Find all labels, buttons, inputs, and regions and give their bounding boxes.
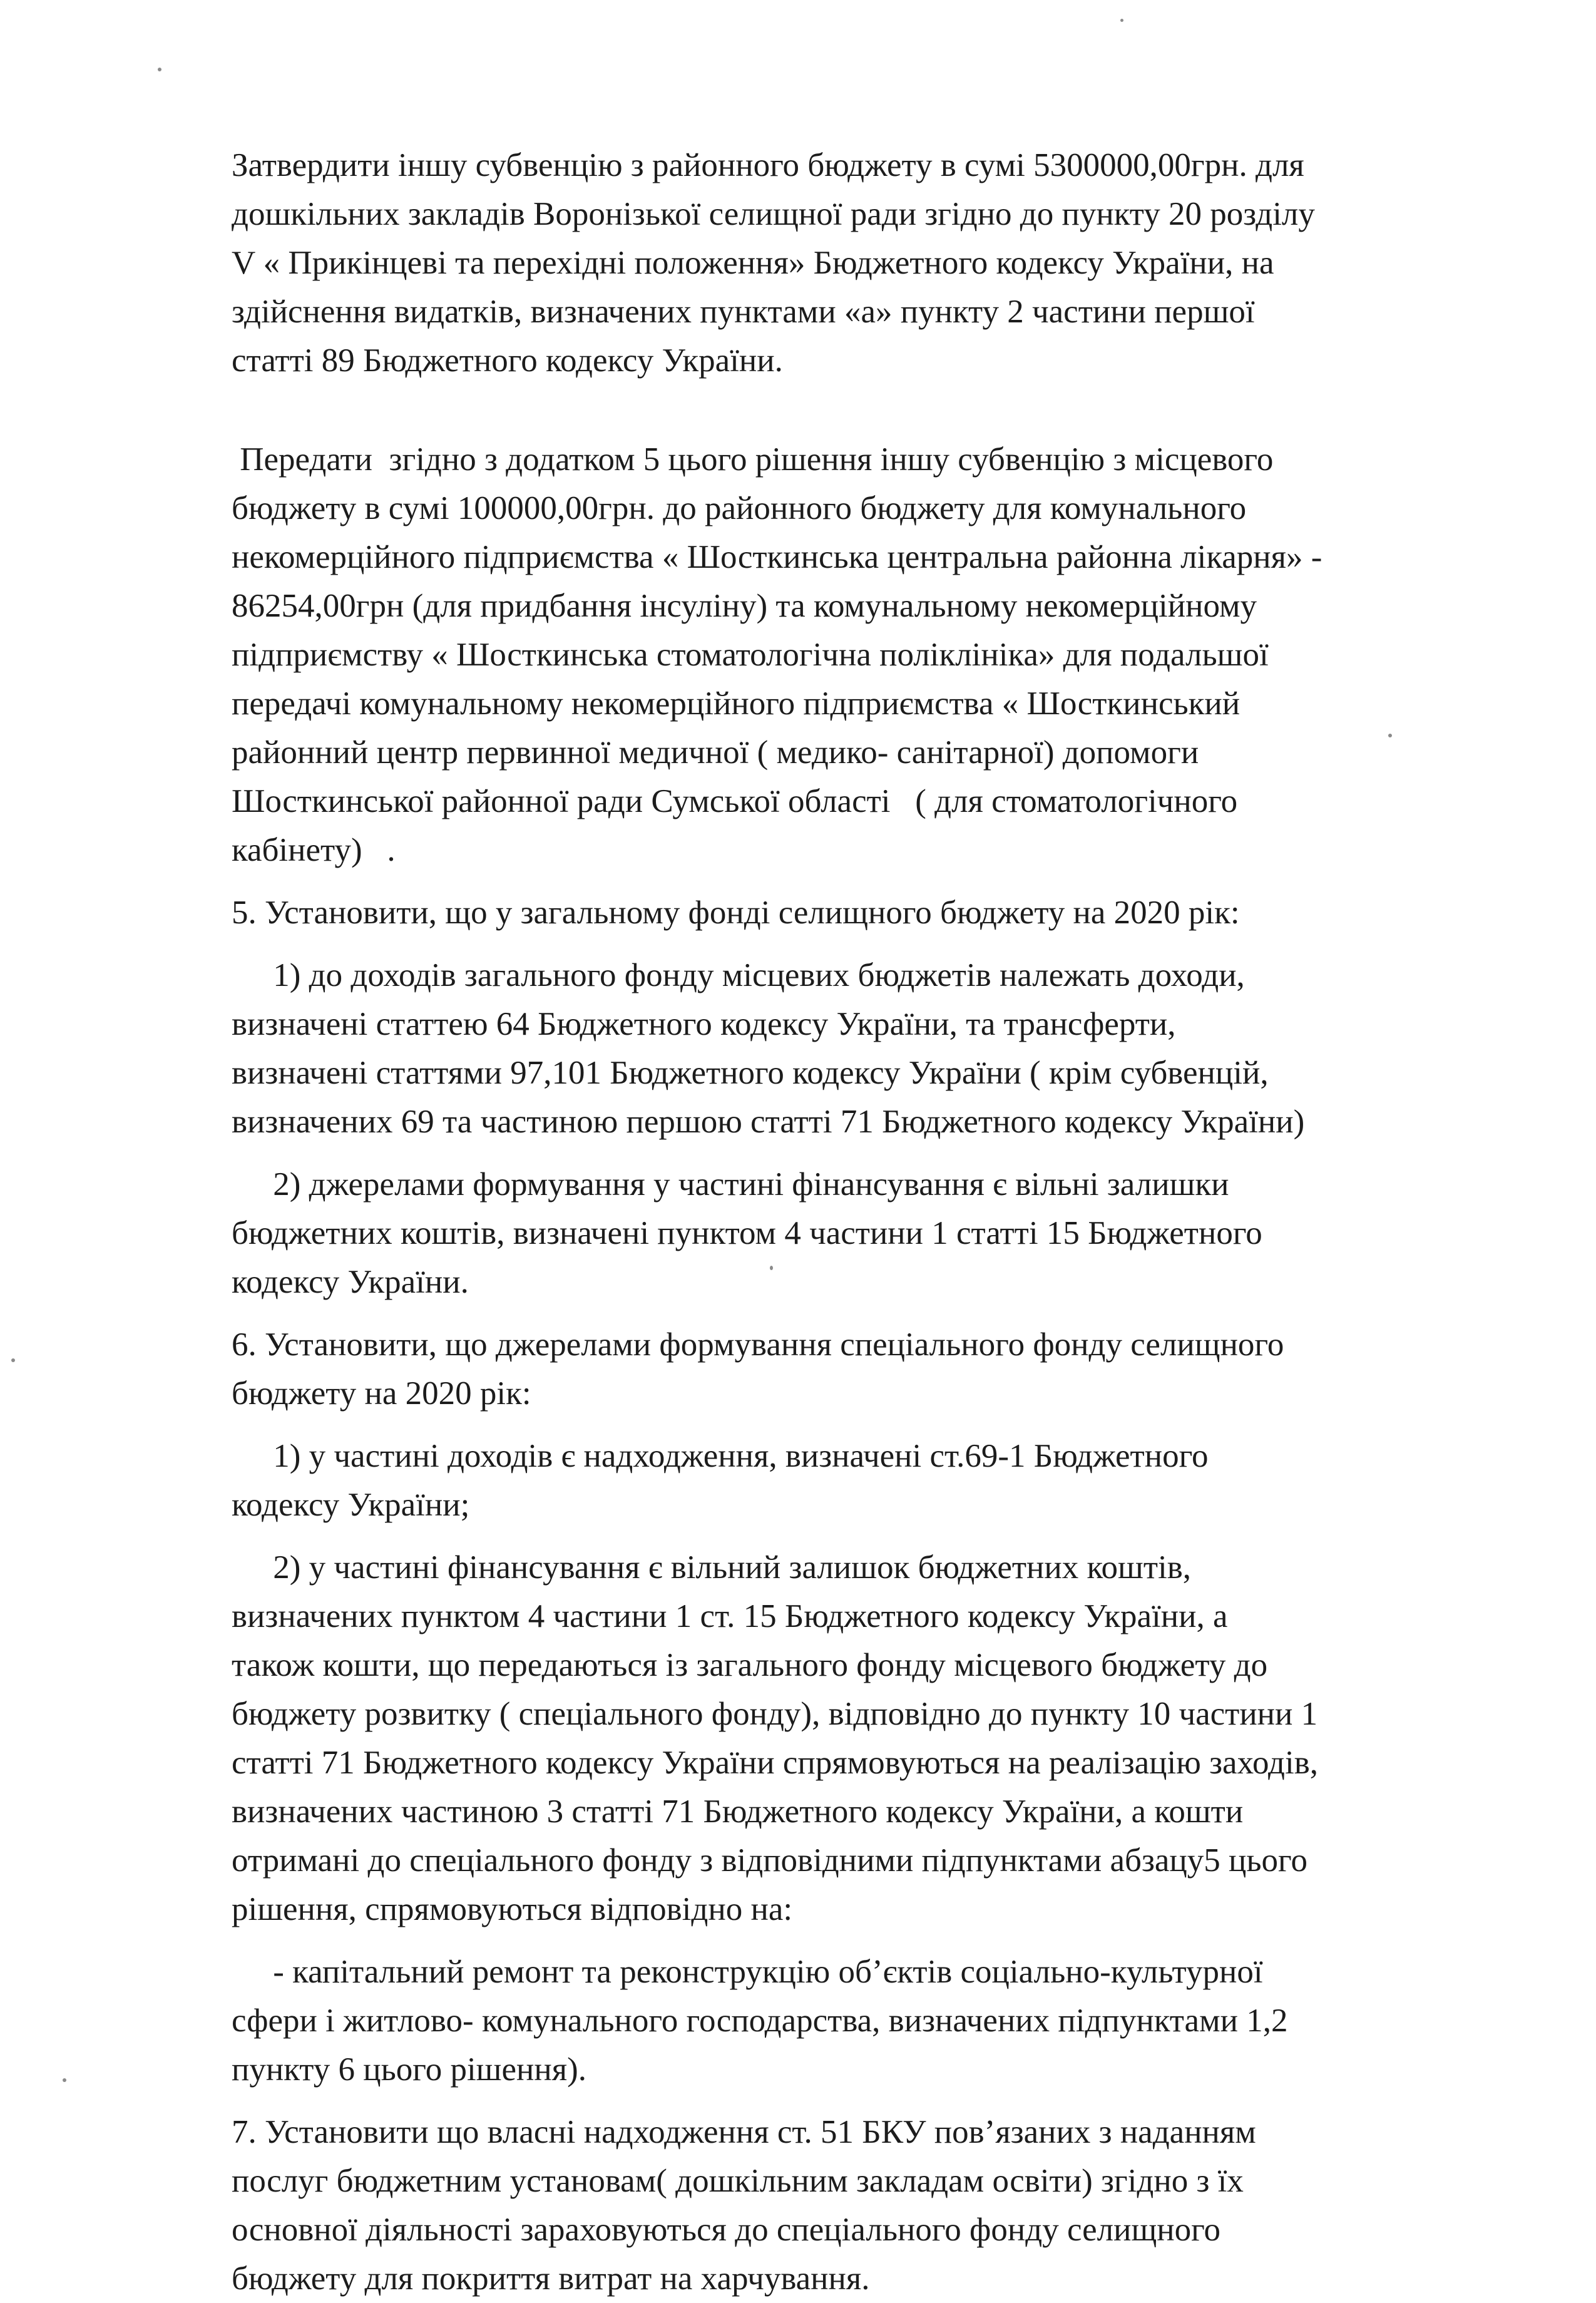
text-line: бюджету в сумі 100000,00грн. до районного бюджету для комунального (232, 490, 1247, 526)
section-5-item-1 (232, 951, 1433, 1146)
text-line: визначених пунктом 4 частини 1 ст. 15 Бюджетного кодексу України, а (232, 1598, 1228, 1634)
paragraph-gap (232, 937, 1433, 951)
text-line: 86254,00грн (для придбання інсуліну) та комунальному некомерційному (232, 588, 1257, 624)
section-6-item-1 (232, 1432, 1433, 1529)
text-line: сфери і житлово- комунального господарства, визначених підпунктами 1,2 (232, 2003, 1288, 2039)
text-line: 6. Установити, що джерелами формування спеціального фонду селищного (232, 1326, 1284, 1363)
text-line: статті 89 Бюджетного кодексу України. (232, 342, 783, 379)
text-line: - капітальний ремонт та реконструкцію об’єктів соціально-культурної (232, 1954, 1263, 1990)
text-line: підприємству « Шосткинська стоматологічна поліклініка» для подальшої (232, 637, 1269, 673)
paragraph-gap (232, 1529, 1433, 1543)
text-line: бюджетних коштів, визначені пунктом 4 частини 1 статті 15 Бюджетного (232, 1215, 1262, 1251)
text-line: основної діяльності зараховуються до спеціального фонду селищного (232, 2212, 1221, 2248)
text-line: визначених частиною 3 статті 71 Бюджетного кодексу України, а кошти (232, 1793, 1244, 1830)
text-line: V « Прикінцеві та перехідні положення» Бюджетного кодексу України, на (232, 245, 1274, 281)
text-line: бюджету на 2020 рік: (232, 1375, 531, 1412)
text-line: визначені статтями 97,101 Бюджетного кодексу України ( крім субвенцій, (232, 1055, 1269, 1091)
document-body (232, 141, 1433, 2303)
text-line: Передати згідно з додатком 5 цього рішення іншу субвенцію з місцевого (232, 441, 1274, 478)
text-line: визначені статтею 64 Бюджетного кодексу України, та трансферти, (232, 1006, 1176, 1042)
scan-speck (63, 2078, 66, 2082)
text-line: кодексу України; (232, 1487, 470, 1523)
text-line: некомерційного підприємства « Шосткинська центральна районна лікарня» - (232, 539, 1322, 575)
paragraph-gap (232, 875, 1433, 888)
scan-speck (1120, 19, 1123, 22)
section-7 (232, 2108, 1433, 2303)
section-5-heading (232, 888, 1433, 937)
text-line: отримані до спеціального фонду з відповідними підпунктами абзацу5 цього (232, 1842, 1307, 1879)
scan-speck (158, 68, 161, 71)
text-line: рішення, спрямовуються відповідно на: (232, 1891, 793, 1927)
paragraph-gap (232, 2094, 1433, 2108)
paragraph-gap (232, 1306, 1433, 1320)
section-5-item-2 (232, 1160, 1433, 1306)
paragraph-subvention-transfer (232, 435, 1433, 875)
text-line: 1) до доходів загального фонду місцевих бюджетів належать доходи, (232, 957, 1245, 993)
section-6-item-2-subitem (232, 1947, 1433, 2094)
text-line: кодексу України. (232, 1264, 469, 1300)
section-6-heading (232, 1320, 1433, 1418)
paragraph-gap (232, 385, 1433, 435)
paragraph-subvention-approve (232, 141, 1433, 385)
text-line: Затвердити іншу субвенцію з районного бюджету в сумі 5300000,00грн. для (232, 147, 1304, 183)
text-line: 1) у частині доходів є надходження, визначені ст.69-1 Бюджетного (232, 1438, 1209, 1474)
text-line: статті 71 Бюджетного кодексу України спрямовуються на реалізацію заходів, (232, 1745, 1318, 1781)
paragraph-gap (232, 1146, 1433, 1160)
text-line: здійснення видатків, визначених пунктами «а» пункту 2 частини першої (232, 294, 1255, 330)
text-line: послуг бюджетним установам( дошкільним закладам освіти) згідно з їх (232, 2163, 1244, 2199)
text-line: бюджету для покриття витрат на харчування. (232, 2260, 870, 2297)
section-6-item-2 (232, 1543, 1433, 1934)
paragraph-gap (232, 1418, 1433, 1432)
text-line: також кошти, що передаються із загального фонду місцевого бюджету до (232, 1647, 1268, 1683)
text-line: Шосткинської районної ради Сумської області ( для стоматологічного (232, 783, 1238, 819)
text-line: районний центр первинної медичної ( медико- санітарної) допомоги (232, 734, 1199, 771)
text-line: 7. Установити що власні надходження ст. 51 БКУ пов’язаних з наданням (232, 2114, 1256, 2150)
paragraph-gap (232, 1934, 1433, 1947)
text-line: передачі комунальному некомерційного підприємства « Шосткинський (232, 685, 1240, 722)
text-line: пункту 6 цього рішення). (232, 2051, 587, 2088)
scan-speck (11, 1358, 15, 1362)
text-line: 2) у частині фінансування є вільний залишок бюджетних коштів, (232, 1549, 1192, 1586)
text-line: дошкільних закладів Воронізької селищної ради згідно до пункту 20 розділу (232, 196, 1315, 232)
text-line: визначених 69 та частиною першою статті 71 Бюджетного кодексу України) (232, 1104, 1305, 1140)
text-line: бюджету розвитку ( спеціального фонду), відповідно до пункту 10 частини 1 (232, 1696, 1318, 1732)
text-line: 5. Установити, що у загальному фонді селищного бюджету на 2020 рік: (232, 895, 1240, 931)
text-line: кабінету) . (232, 832, 396, 868)
text-line: 2) джерелами формування у частині фінансування є вільні залишки (232, 1166, 1229, 1203)
